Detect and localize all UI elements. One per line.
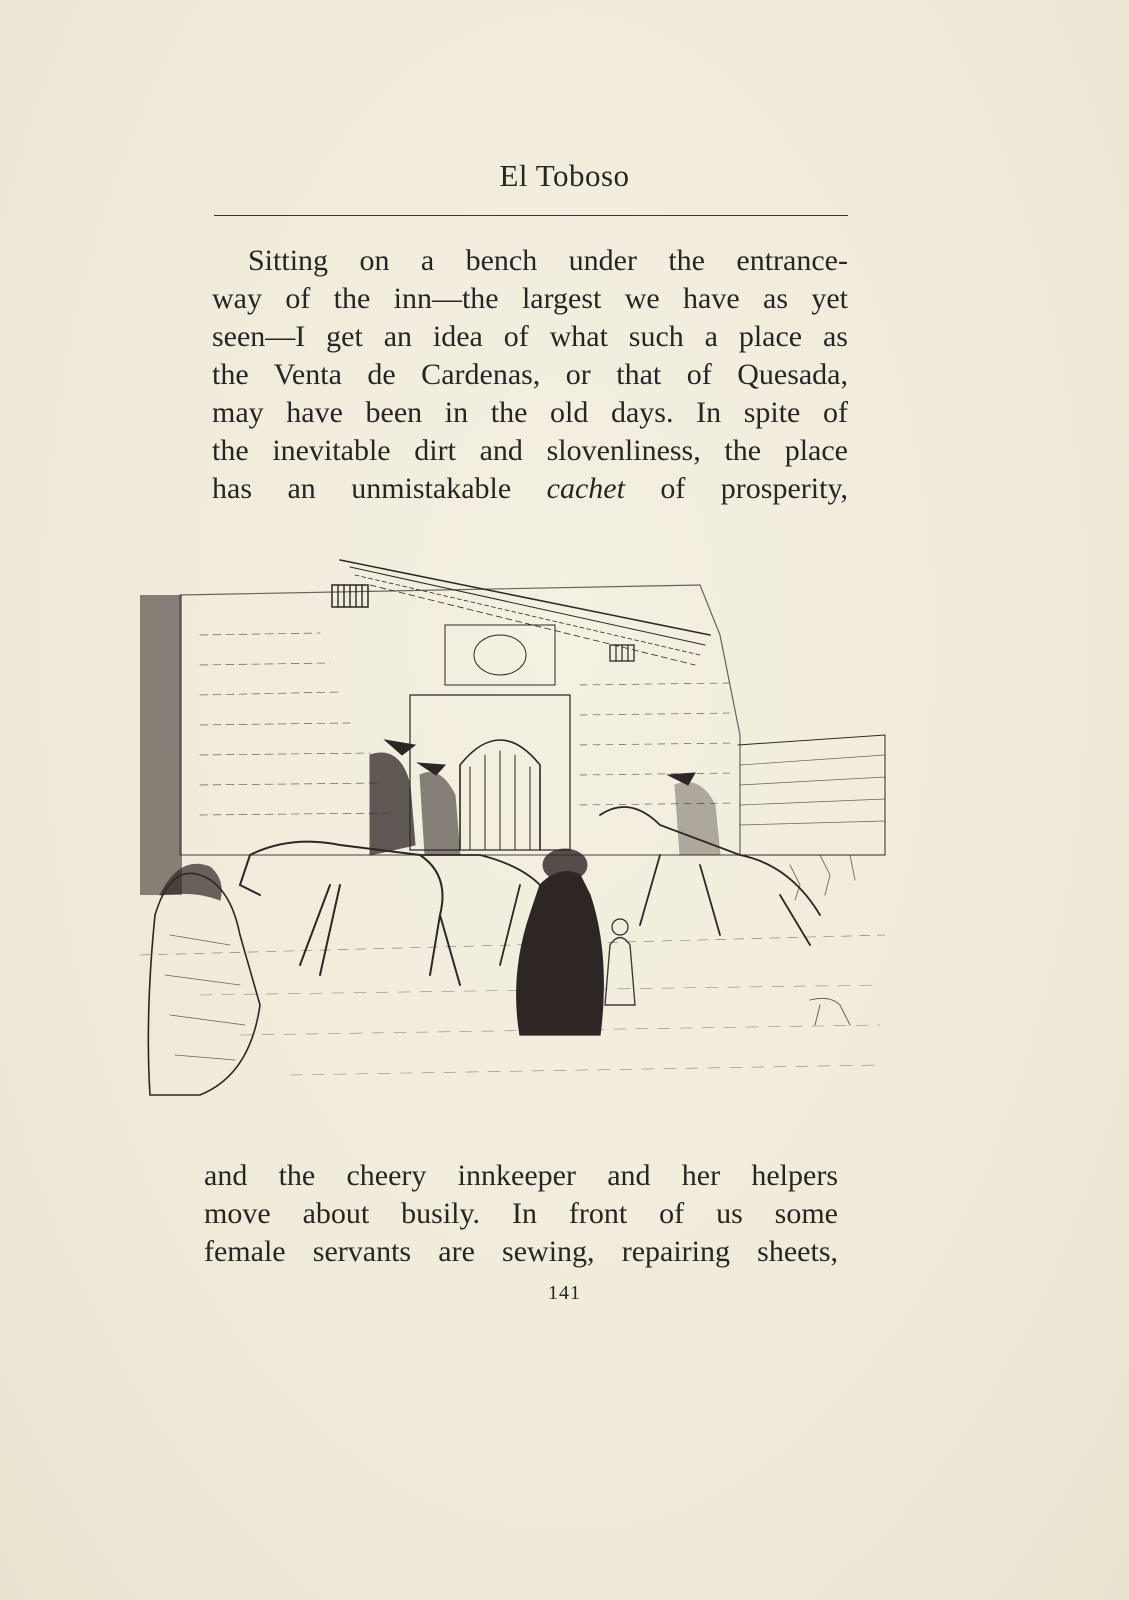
text-line: Sitting on a bench under the entrance-: [248, 244, 848, 277]
text-fragment: of prosperity,: [660, 472, 848, 505]
text-line: female servants are sewing, repairing sheets,: [204, 1235, 838, 1268]
text-line: the Venta de Cardenas, or that of Quesada,: [212, 358, 848, 391]
text-line: the inevitable dirt and slovenliness, the place: [212, 434, 848, 467]
text-line: and the cheery innkeeper and her helpers: [204, 1159, 838, 1192]
inn-courtyard-engraving: [140, 555, 900, 1125]
body-text-bottom: [204, 1157, 838, 1271]
body-text-top: [212, 242, 848, 508]
text-line-with-italic: [212, 470, 848, 508]
text-line: move about busily. In front of us some: [204, 1197, 838, 1230]
running-title: El Toboso: [499, 158, 630, 193]
italic-word: cachet: [546, 472, 625, 505]
header-rule: [214, 215, 848, 216]
text-line: seen—I get an idea of what such a place as: [212, 320, 848, 353]
page-number: 141: [548, 1282, 581, 1304]
text-fragment: has an unmistakable: [212, 472, 512, 505]
text-line: may have been in the old days. In spite of: [212, 396, 848, 429]
text-line: way of the inn—the largest we have as yet: [212, 282, 848, 315]
